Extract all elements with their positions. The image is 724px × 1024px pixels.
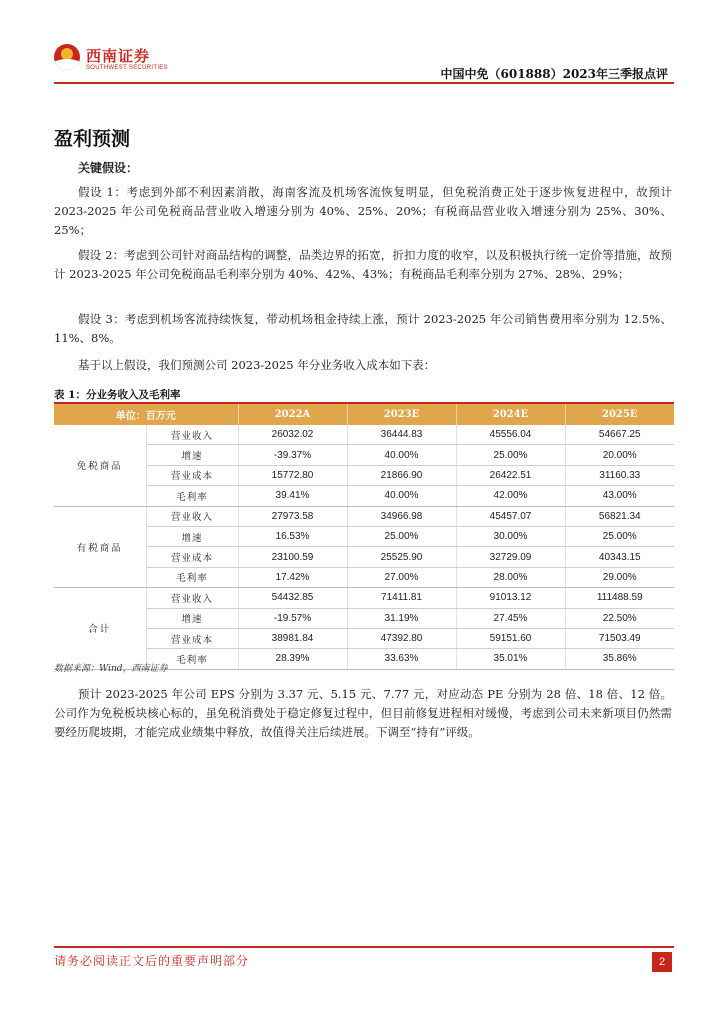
year-header: 2024E: [456, 404, 565, 425]
table-row: [54, 425, 674, 445]
value-cell: 45556.04: [456, 425, 565, 445]
value-cell: 56821.34: [565, 506, 674, 526]
value-cell: 26422.51: [456, 465, 565, 485]
value-cell: 71503.49: [565, 628, 674, 648]
metric-label: 毛利率: [146, 567, 238, 587]
company-name-cn: 西南证券: [86, 47, 151, 65]
value-cell: 54432.85: [238, 588, 347, 608]
value-cell: 38981.84: [238, 628, 347, 648]
value-cell: 16.53%: [238, 526, 347, 546]
value-cell: 23100.59: [238, 547, 347, 567]
table-header-row: [54, 404, 674, 425]
value-cell: -19.57%: [238, 608, 347, 628]
value-cell: 20.00%: [565, 445, 674, 465]
value-cell: 27.00%: [347, 567, 456, 587]
value-cell: 40.00%: [347, 445, 456, 465]
value-cell: 22.50%: [565, 608, 674, 628]
table-body: [54, 425, 674, 669]
group-label: 合计: [54, 588, 146, 670]
value-cell: 39.41%: [238, 486, 347, 506]
value-cell: 33.63%: [347, 649, 456, 669]
group-label: 有税商品: [54, 506, 146, 588]
value-cell: 36444.83: [347, 425, 456, 445]
metric-label: 增速: [146, 445, 238, 465]
value-cell: 111488.59: [565, 588, 674, 608]
assumption-2-paragraph: 假设 2：考虑到公司针对商品结构的调整，品类边界的拓宽，折扣力度的收窄，以及积极执行统一定价等措施，故预计 2023-2025 年公司免税商品毛利率分别为 40%、42%、43%；有税商品毛利率分别为 27%、28%、29%；: [54, 248, 672, 281]
value-cell: 71411.81: [347, 588, 456, 608]
company-name-en: SOUTHWEST SECURITIES: [86, 65, 168, 71]
unit-header: 单位：百万元: [54, 404, 238, 425]
table-intro-paragraph: 基于以上假设，我们预测公司 2023-2025 年分业务收入成本如下表：: [78, 358, 436, 372]
table-row: [54, 608, 674, 628]
table-row: [54, 567, 674, 587]
table-row: [54, 547, 674, 567]
assumption-3-paragraph: 假设 3：考虑到机场客流持续恢复，带动机场租金持续上涨，预计 2023-2025 年公司销售费用率分别为 12.5%、11%、8%。: [54, 312, 672, 345]
year-header: 2022A: [238, 404, 347, 425]
value-cell: 47392.80: [347, 628, 456, 648]
value-cell: 27.45%: [456, 608, 565, 628]
assumption-1-paragraph: 假设 1：考虑到外部不利因素消散，海南客流及机场客流恢复明显，但免税消费正处于逐步恢复进程中，故预计 2023-2025 年公司免税商品营业收入增速分别为 40%、25%、20%；有税商品营业收入增速分别为 25%、30%、25%；: [54, 185, 672, 237]
table-row: [54, 526, 674, 546]
value-cell: -39.37%: [238, 445, 347, 465]
group-label: 免税商品: [54, 425, 146, 506]
table-row: [54, 486, 674, 506]
value-cell: 31160.33: [565, 465, 674, 485]
value-cell: 91013.12: [456, 588, 565, 608]
value-cell: 25.00%: [456, 445, 565, 465]
value-cell: 43.00%: [565, 486, 674, 506]
value-cell: 28.00%: [456, 567, 565, 587]
key-assumptions-label: 关键假设：: [78, 161, 139, 175]
page-number: 2: [652, 952, 672, 972]
table-row: [54, 465, 674, 485]
metric-label: 营业收入: [146, 506, 238, 526]
value-cell: 25.00%: [565, 526, 674, 546]
table-row: [54, 588, 674, 608]
year-header: 2023E: [347, 404, 456, 425]
value-cell: 25525.90: [347, 547, 456, 567]
table-title: 表 1：分业务收入及毛利率: [54, 389, 181, 401]
table-row: [54, 628, 674, 648]
value-cell: 40.00%: [347, 486, 456, 506]
table-row: [54, 445, 674, 465]
header-divider: [54, 82, 674, 84]
value-cell: 42.00%: [456, 486, 565, 506]
metric-label: 毛利率: [146, 486, 238, 506]
metric-label: 营业成本: [146, 547, 238, 567]
value-cell: 40343.15: [565, 547, 674, 567]
value-cell: 25.00%: [347, 526, 456, 546]
value-cell: 31.19%: [347, 608, 456, 628]
metric-label: 营业收入: [146, 588, 238, 608]
value-cell: 29.00%: [565, 567, 674, 587]
data-source: 数据来源：Wind，西南证券: [54, 664, 168, 674]
metric-label: 毛利率: [146, 649, 238, 669]
revenue-margin-table: [54, 404, 674, 670]
metric-label: 营业成本: [146, 465, 238, 485]
company-logo-icon: [54, 44, 80, 70]
valuation-paragraph: 预计 2023-2025 年公司 EPS 分别为 3.37 元、5.15 元、7.77 元，对应动态 PE 分别为 28 倍、18 倍、12 倍。公司作为免税板块核心标的，虽免税消费处于稳定修复过程中，但目前修复进程相对缓慢，考虑到公司未来新项目仍然需要经历爬坡期，才能完成业绩集中释放，故值得关注后续进展。下调至“持有”评级。: [54, 687, 672, 739]
metric-label: 营业成本: [146, 628, 238, 648]
value-cell: 34966.98: [347, 506, 456, 526]
table-row: [54, 506, 674, 526]
metric-label: 营业收入: [146, 425, 238, 445]
value-cell: 59151.60: [456, 628, 565, 648]
value-cell: 21866.90: [347, 465, 456, 485]
value-cell: 28.39%: [238, 649, 347, 669]
footer-divider: [54, 946, 674, 948]
metric-label: 增速: [146, 608, 238, 628]
value-cell: 54667.25: [565, 425, 674, 445]
section-title: 盈利预测: [54, 128, 131, 150]
value-cell: 17.42%: [238, 567, 347, 587]
value-cell: 35.01%: [456, 649, 565, 669]
value-cell: 27973.58: [238, 506, 347, 526]
report-title: 中国中免（601888）2023年三季报点评: [440, 67, 668, 81]
year-header: 2025E: [565, 404, 674, 425]
value-cell: 45457.07: [456, 506, 565, 526]
value-cell: 15772.80: [238, 465, 347, 485]
value-cell: 35.86%: [565, 649, 674, 669]
footer-disclaimer: 请务必阅读正文后的重要声明部分: [54, 954, 250, 968]
value-cell: 30.00%: [456, 526, 565, 546]
value-cell: 32729.09: [456, 547, 565, 567]
metric-label: 增速: [146, 526, 238, 546]
value-cell: 26032.02: [238, 425, 347, 445]
